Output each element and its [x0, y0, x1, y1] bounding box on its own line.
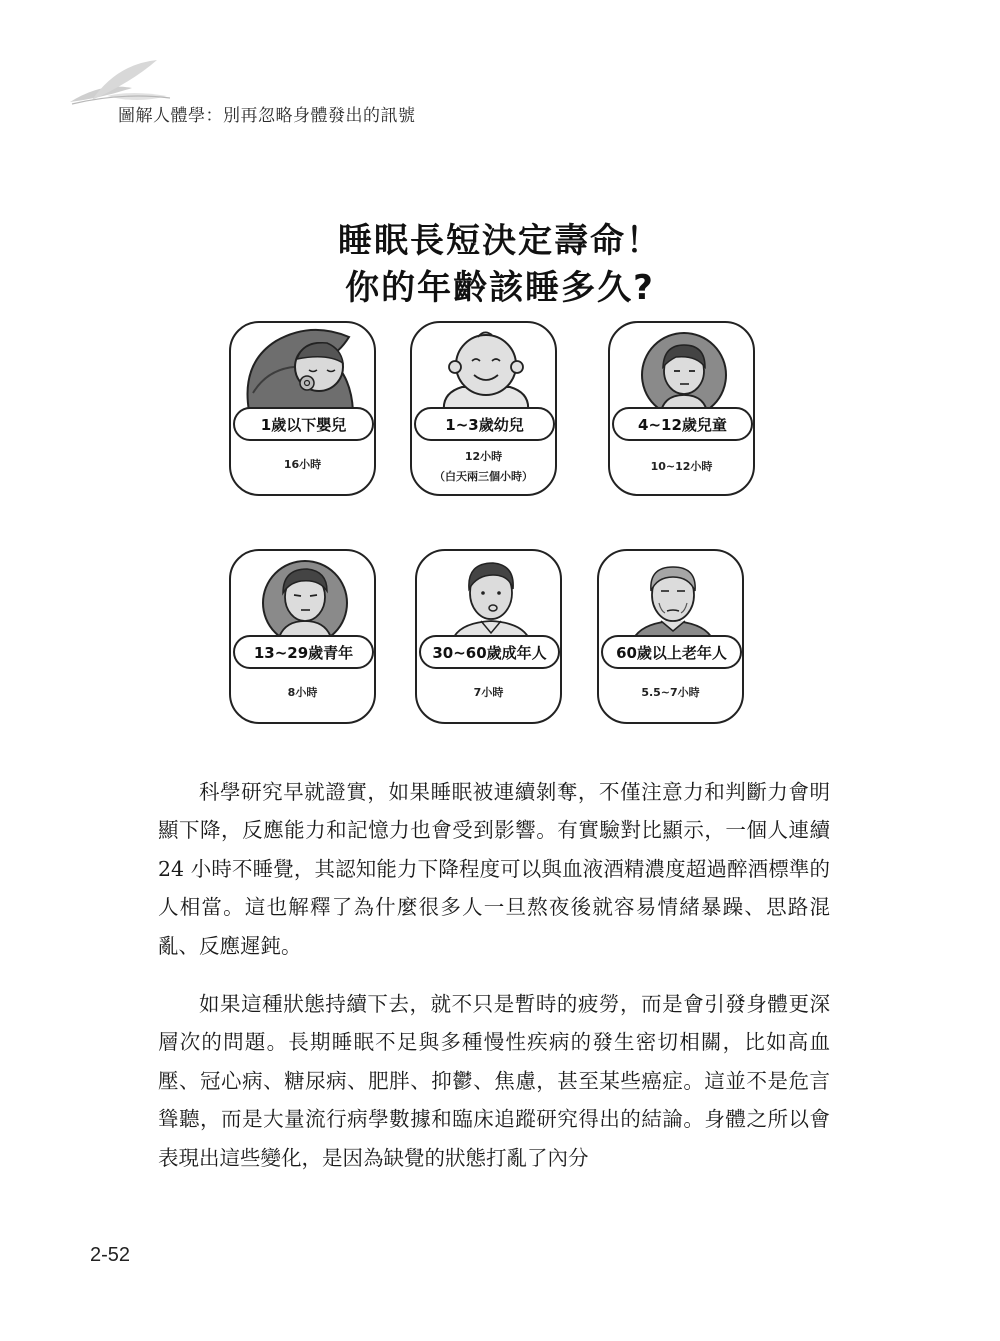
running-header-title: 圖解人體學：別再忽略身體發出的訊號	[118, 106, 416, 126]
sleep-hours: 16小時	[283, 458, 322, 471]
age-card-child	[608, 321, 755, 496]
age-label: 1~3歲幼兒	[414, 407, 555, 441]
youth-portrait-icon	[231, 551, 378, 646]
toddler-portrait-icon	[412, 323, 559, 418]
sleep-hours-note: （白天兩三個小時）	[434, 470, 533, 483]
sleep-hours: 12小時	[464, 450, 503, 463]
age-card-youth	[229, 549, 376, 724]
age-card-infant	[229, 321, 376, 496]
adult-portrait-icon	[417, 551, 564, 646]
leaf-decoration-icon	[62, 52, 172, 107]
sleep-hours: 10~12小時	[650, 460, 713, 473]
elder-portrait-icon	[599, 551, 746, 646]
age-label: 60歲以上老年人	[601, 635, 742, 669]
age-label: 30~60歲成年人	[419, 635, 560, 669]
age-card-adult	[415, 549, 562, 724]
age-label: 1歲以下嬰兒	[233, 407, 374, 441]
figure-title-line1: 睡眠長短決定壽命！	[338, 221, 662, 261]
age-label: 13~29歲青年	[233, 635, 374, 669]
sleep-hours: 7小時	[473, 686, 504, 699]
body-paragraph-1: 科學研究早就證實，如果睡眠被連續剝奪，不僅注意力和判斷力會明顯下降，反應能力和記憶力也會受到影響。有實驗對比顯示，一個人連續 24 小時不睡覺，其認知能力下降程度可以與血液酒精濃度超過醉酒標準的人相當。這也解釋了為什麼很多人一旦熬夜後就容易情緒暴躁、思路混亂、反應遲鈍。	[158, 780, 830, 958]
age-card-toddler	[410, 321, 557, 496]
figure-title-line2: 你的年齡該睡多久?	[345, 268, 655, 308]
sleep-hours: 8小時	[287, 686, 318, 699]
infant-portrait-icon	[231, 323, 378, 418]
sleep-hours: 5.5~7小時	[641, 686, 700, 699]
body-paragraph-2: 如果這種狀態持續下去，就不只是暫時的疲勞，而是會引發身體更深層次的問題。長期睡眠不足與多種慢性疾病的發生密切相關，比如高血壓、冠心病、糖尿病、肥胖、抑鬱、焦慮，甚至某些癌症。這並不是危言聳聽，而是大量流行病學數據和臨床追蹤研究得出的結論。身體之所以會表現出這些變化，是因為缺覺的狀態打亂了內分	[158, 992, 830, 1170]
child-portrait-icon	[610, 323, 757, 418]
age-label: 4~12歲兒童	[612, 407, 753, 441]
age-card-elder	[597, 549, 744, 724]
page-number: 2-52	[90, 1244, 131, 1266]
